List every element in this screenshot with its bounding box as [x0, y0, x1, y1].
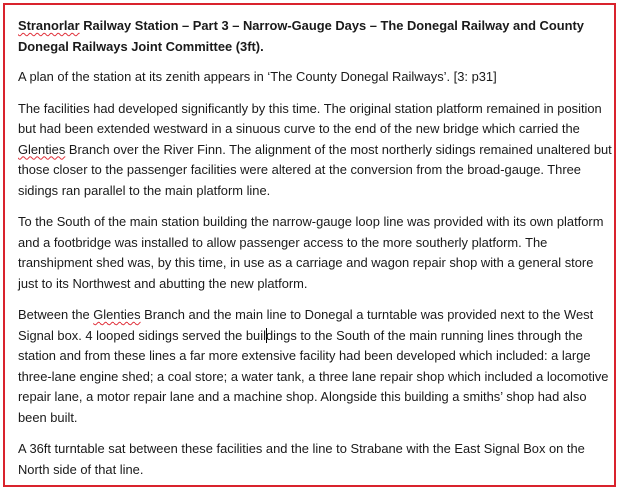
title-text: Railway Station – Part 3 – Narrow-Gauge Days – The Donegal Railway and County Donegal Railways Joint Committee (3ft).	[18, 18, 584, 54]
paragraph-text: The facilities had developed significantly by this time. The original station platform remained in position but had been extended westward in a sinuous curve to the end of the new bridge which carried the	[18, 100, 602, 136]
paragraph-text: dings to the South of the main running lines through the station and from these lines a far more extensive facility had been developed which included: a large three-lane engine shed; a coal store; a water tank, a three lane repair shop which included a locomotive repair lane, a motor repair lane and a machine shop. Alongside this building a smiths’ shop had also been built.	[18, 327, 609, 425]
paragraph-text: Between the	[18, 307, 94, 322]
document-title	[18, 16, 616, 57]
paragraph-2	[18, 99, 616, 202]
paragraph-1: A plan of the station at its zenith appears in ‘The County Donegal Railways’. [3: p31]	[18, 69, 497, 84]
spellcheck-word: Glenties	[18, 141, 66, 157]
paragraph-4	[18, 305, 616, 428]
document-frame	[3, 3, 616, 487]
spellcheck-word: Stranorlar	[18, 18, 80, 33]
document-body[interactable]	[18, 16, 616, 491]
paragraph-3: To the South of the main station building the narrow-gauge loop line was provided with its own platform and a footbridge was installed to allow passenger access to the more southerly platform. The transhipment shed was, by this time, in use as a carriage and wagon repair shop with a general store just to its Northwest and abutting the new platform.	[18, 214, 604, 291]
spellcheck-word: Glenties	[93, 307, 141, 322]
paragraph-text: Branch over the River Finn. The alignment of the most northerly sidings remained unaltered but those closer to the passenger facilities were altered at the conversion from the broad-gauge. Three sidings ran parallel to the main platform line.	[18, 141, 612, 198]
paragraph-text: Branch and the main line to Donegal a turntable was provided next to the West Signal box. 4 looped sidings served the buil	[18, 307, 594, 343]
paragraph-5: A 36ft turntable sat between these facilities and the line to Strabane with the East Signal Box on the North side of that line.	[18, 441, 585, 477]
